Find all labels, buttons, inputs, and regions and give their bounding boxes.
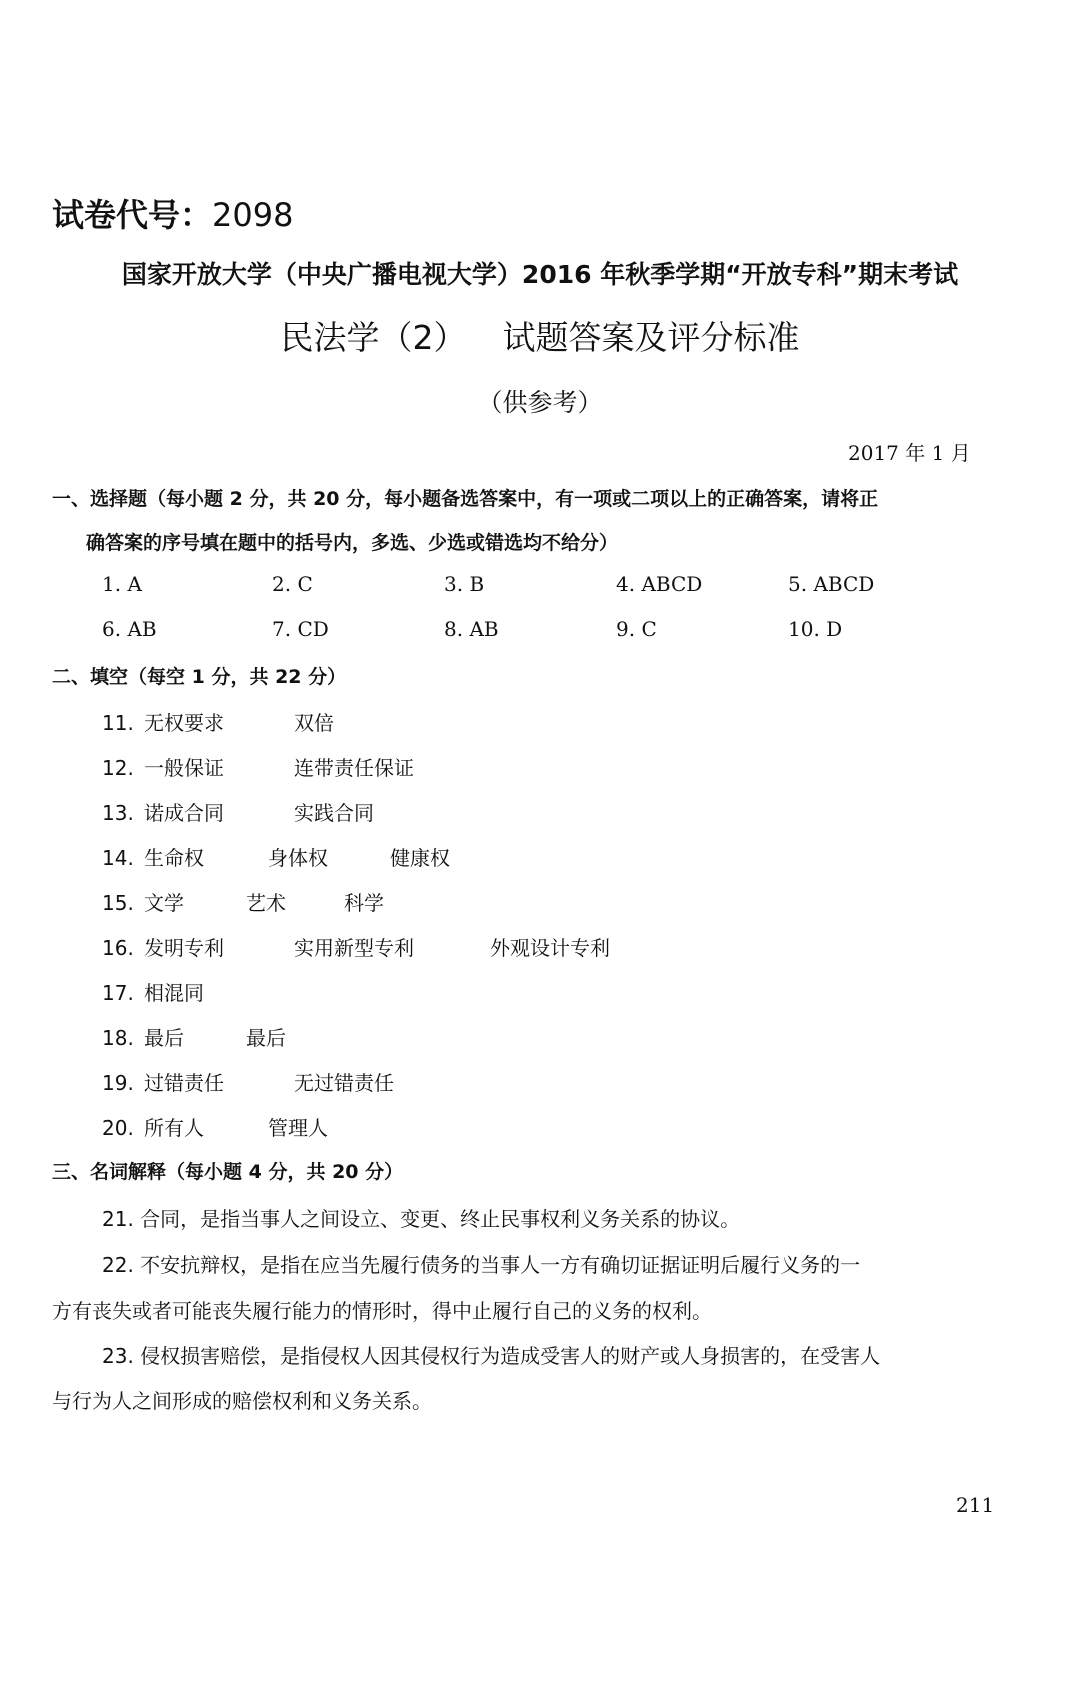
- answer-7: 7. CD: [272, 617, 329, 641]
- fill-item-19: [102, 1067, 394, 1096]
- fill-item-17: [102, 977, 204, 1006]
- blank-answer: 生命权: [144, 846, 204, 870]
- item-number: 20.: [102, 1116, 134, 1140]
- paper-code-label: 试卷代号：: [52, 196, 213, 234]
- item-number: 11.: [102, 711, 134, 735]
- section3-heading: 三、名词解释（每小题 4 分，共 20 分）: [52, 1161, 404, 1183]
- item-number: 13.: [102, 801, 134, 825]
- blank-answer: 相混同: [144, 981, 204, 1005]
- fill-item-11: [102, 707, 334, 736]
- fill-item-12: [102, 752, 414, 781]
- fill-item-20: [102, 1112, 328, 1141]
- answer-10: 10. D: [788, 617, 843, 641]
- fill-item-13: [102, 797, 374, 826]
- exam-date: 2017 年 1 月: [848, 441, 971, 465]
- definition-23: 23. 侵权损害赔偿，是指侵权人因其侵权行为造成受害人的财产或人身损害的，在受害人: [102, 1344, 881, 1368]
- answer-1: 1. A: [102, 572, 142, 596]
- blank-answer: 一般保证: [144, 756, 224, 780]
- item-number: 15.: [102, 891, 134, 915]
- fill-item-16: [102, 932, 610, 961]
- answer-6: 6. AB: [102, 617, 157, 641]
- blank-answer: 健康权: [390, 846, 450, 870]
- section1-heading-cont: 确答案的序号填在题中的括号内，多选、少选或错选均不给分）: [86, 532, 619, 554]
- blank-answer: 连带责任保证: [294, 756, 414, 780]
- document-title: [0, 312, 1080, 359]
- item-number: 14.: [102, 846, 134, 870]
- blank-answer: 实用新型专利: [294, 936, 414, 960]
- item-number: 12.: [102, 756, 134, 780]
- page-number: 211: [956, 1493, 995, 1517]
- item-number: 18.: [102, 1026, 134, 1050]
- fill-item-18: [102, 1022, 286, 1051]
- answer-5: 5. ABCD: [788, 572, 875, 596]
- item-number: 16.: [102, 936, 134, 960]
- blank-answer: 身体权: [268, 846, 328, 870]
- blank-answer: 管理人: [268, 1116, 328, 1140]
- subject-name: 民法学（2）: [280, 318, 467, 357]
- doc-title: 试题答案及评分标准: [502, 318, 800, 357]
- definition-23-cont: 与行为人之间形成的赔偿权利和义务关系。: [52, 1389, 432, 1413]
- paper-code-number: 2098: [212, 196, 294, 234]
- blank-answer: 艺术: [246, 891, 286, 915]
- answer-8: 8. AB: [444, 617, 499, 641]
- blank-answer: 无权要求: [144, 711, 224, 735]
- blank-answer: 科学: [344, 891, 384, 915]
- item-number: 19.: [102, 1071, 134, 1095]
- definition-22: 22. 不安抗辩权，是指在应当先履行债务的当事人一方有确切证据证明后履行义务的一: [102, 1253, 861, 1277]
- blank-answer: 所有人: [144, 1116, 204, 1140]
- answer-9: 9. C: [616, 617, 657, 641]
- blank-answer: 外观设计专利: [490, 936, 610, 960]
- blank-answer: 最后: [144, 1026, 184, 1050]
- reference-note: （供参考）: [477, 388, 603, 417]
- blank-answer: 双倍: [294, 711, 334, 735]
- fill-item-15: [102, 887, 384, 916]
- paper-code: [52, 190, 293, 236]
- blank-answer: 诺成合同: [144, 801, 224, 825]
- answer-3: 3. B: [444, 572, 485, 596]
- fill-item-14: [102, 842, 450, 871]
- section2-heading: 二、填空（每空 1 分，共 22 分）: [52, 666, 347, 688]
- answer-4: 4. ABCD: [616, 572, 703, 596]
- blank-answer: 过错责任: [144, 1071, 224, 1095]
- blank-answer: 无过错责任: [294, 1071, 394, 1095]
- answer-2: 2. C: [272, 572, 313, 596]
- definition-21: 21. 合同，是指当事人之间设立、变更、终止民事权利义务关系的协议。: [102, 1207, 741, 1231]
- blank-answer: 实践合同: [294, 801, 374, 825]
- blank-answer: 文学: [144, 891, 184, 915]
- blank-answer: 最后: [246, 1026, 286, 1050]
- definition-22-cont: 方有丧失或者可能丧失履行能力的情形时，得中止履行自己的义务的权利。: [52, 1299, 712, 1323]
- section1-heading: 一、选择题（每小题 2 分，共 20 分，每小题备选答案中，有一项或二项以上的正确答案，请将正: [52, 488, 879, 510]
- blank-answer: 发明专利: [144, 936, 224, 960]
- item-number: 17.: [102, 981, 134, 1005]
- exam-title: 国家开放大学（中央广播电视大学）2016 年秋季学期“开放专科”期末考试: [121, 260, 959, 289]
